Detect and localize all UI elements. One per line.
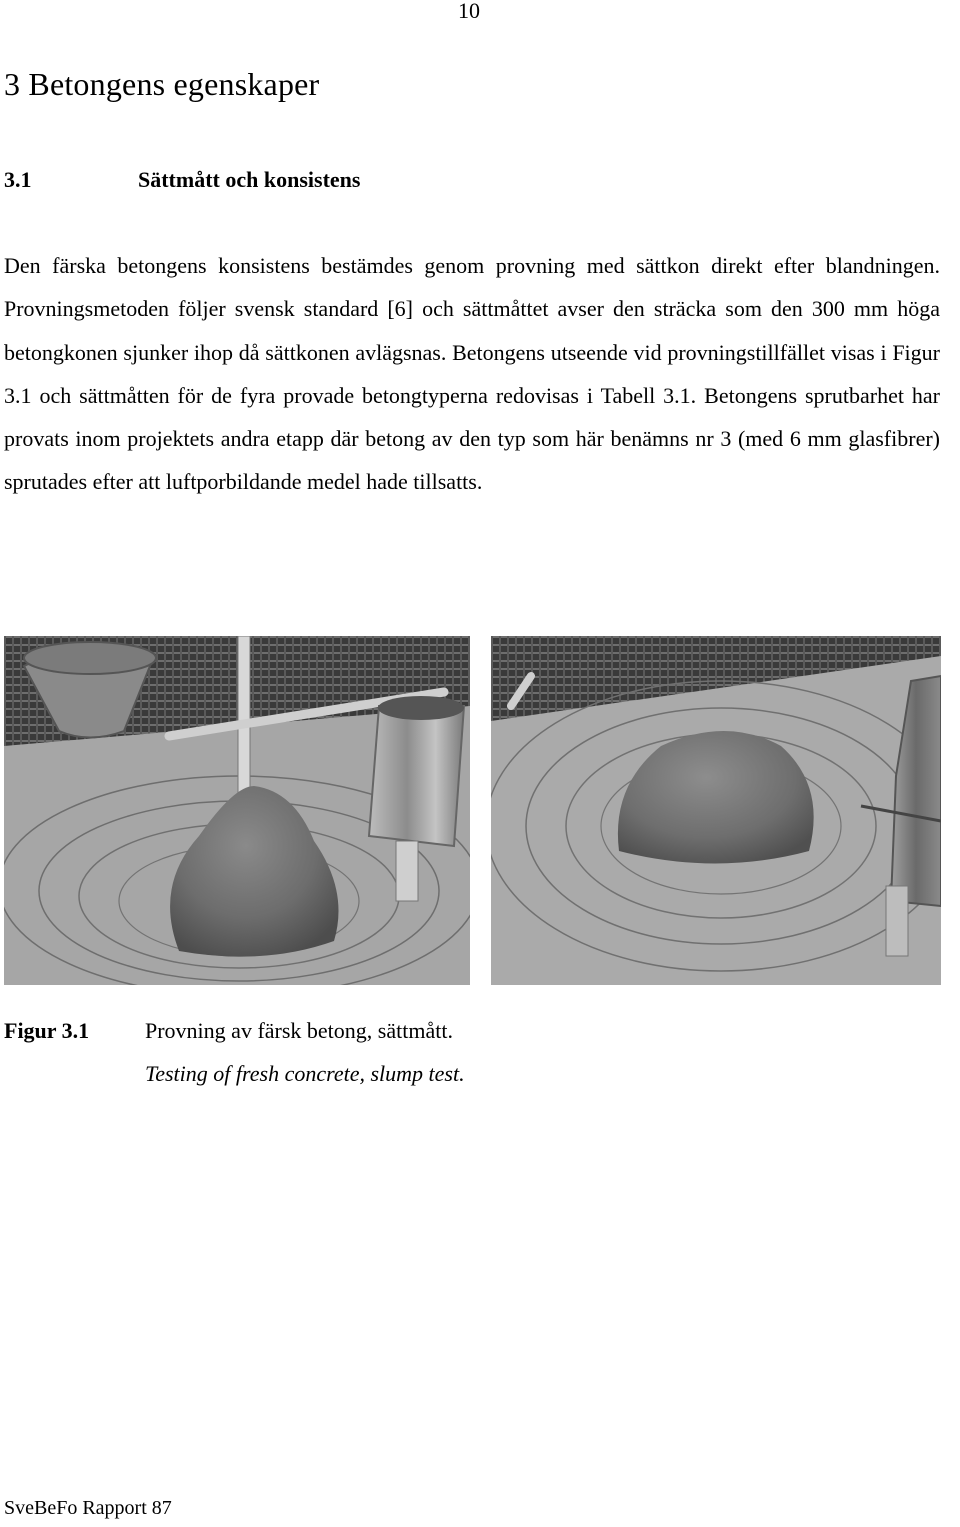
caption-swedish: Provning av färsk betong, sättmått. — [145, 1018, 453, 1043]
chapter-title: 3 Betongens egenskaper — [4, 66, 320, 102]
footer-report-name: SveBeFo Rapport 87 — [4, 1497, 172, 1519]
figure-slump-test — [4, 636, 941, 986]
caption-english: Testing of fresh concrete, slump test. — [145, 1061, 465, 1086]
section-heading — [4, 167, 360, 193]
slump-test-photo-right — [491, 636, 941, 985]
body-paragraph: Den färska betongens konsistens bestämdes genom provning med sättkon direkt efter blandningen. Provningsmetoden följer svensk standard [6] och sättmåttet avser den sträcka som den 300 mm höga betongkonen sjunker ihop då sättkonen avlägsnas. Betongens utseende vid provningstillfället visas i Figur 3.1 och sättmåtten för de fyra provade betongtyperna redovisas i Tabell 3.1. Betongens sprutbarhet har provats inom projektets andra etapp där betong av den typ som här benämns nr 3 (med 6 mm glasfibrer) sprutades efter att luftporbildande medel hade tillsatts. — [4, 253, 940, 495]
section-number: 3.1 — [4, 167, 32, 192]
figure-label: Figur 3.1 — [4, 1018, 90, 1043]
page-number: 10 — [458, 0, 480, 23]
section-title: Sättmått och konsistens — [138, 167, 361, 192]
slump-test-photo-left — [4, 636, 470, 985]
